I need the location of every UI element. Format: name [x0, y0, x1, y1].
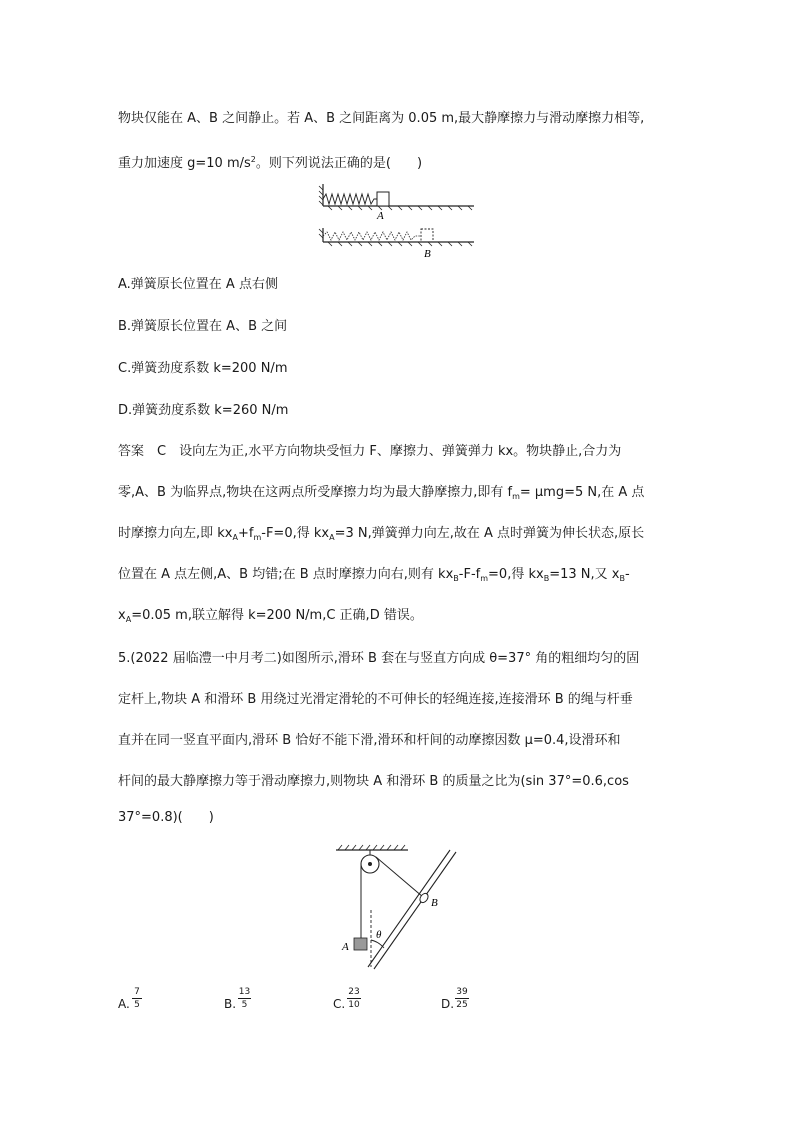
- q4-text-line-2: 重力加速度 g=10 $m/s^2$。则下列说法正确的是( ): [118, 155, 423, 171]
- answer-line-5: $x_A=0.05$ m,联立解得 k=200 N/m,C 正确,D 错误。: [118, 608, 423, 624]
- spring-block-figure: [318, 182, 478, 262]
- fig2-label-b: B: [431, 897, 438, 909]
- q5-option-c-fraction: 23 10: [348, 987, 360, 1010]
- answer-line-2: 零,A、B 为临界点,物块在这两点所受摩擦力均为最大静摩擦力,即有 $f_m= \mu mg=5$ N,在 A 点: [118, 485, 645, 501]
- pulley-rod-figure: [330, 842, 470, 972]
- answer-line-1: 答案 C 设向左为正,水平方向物块受恒力 F、摩擦力、弹簧弹力 kx。物块静止,合力为: [118, 444, 622, 459]
- answer-line-4: 位置在 A 点左侧,A、B 均错;在 B 点时摩擦力向右,则有 $kx_B-F-f_m=0$,得 $kx_B=13$ N,又 $x_B-$: [118, 567, 630, 583]
- q5-option-c-label: C.: [333, 997, 346, 1011]
- q4-text-line-1: 物块仅能在 A、B 之间静止。若 A、B 之间距离为 0.05 m,最大静摩擦力与滑动摩擦力相等,: [118, 111, 645, 126]
- q5-line-1: 5.(2022 届临澧一中月考二)如图所示,滑环 B 套在与竖直方向成 θ=37° 角的粗细均匀的固: [118, 651, 640, 666]
- q5-option-b-label: B.: [224, 997, 237, 1011]
- q5-option-a-label: A.: [118, 997, 130, 1011]
- q5-option-d-label: D.: [441, 997, 455, 1011]
- q5-line-2: 定杆上,物块 A 和滑环 B 用绕过光滑定滑轮的不可伸长的轻绳连接,连接滑环 B 的绳与杆垂: [118, 692, 633, 707]
- fig2-label-a: A: [342, 941, 349, 953]
- q4-option-c: C.弹簧劲度系数 k=200 N/m: [118, 361, 288, 376]
- q5-option-d-fraction: 39 25: [456, 987, 468, 1010]
- q5-option-b-fraction: 13 5: [238, 987, 251, 1010]
- q4-option-d: D.弹簧劲度系数 k=260 N/m: [118, 403, 289, 418]
- answer-line-3: 时摩擦力向左,即 $kx_A+f_m-F=0$,得 $kx_A=3$ N,弹簧弹力向左,故在 A 点时弹簧为伸长状态,原长: [118, 526, 645, 542]
- q5-option-a-fraction: 7 5: [132, 987, 142, 1010]
- q4-option-a: A.弹簧原长位置在 A 点右侧: [118, 277, 278, 292]
- q5-line-4: 杆间的最大静摩擦力等于滑动摩擦力,则物块 A 和滑环 B 的质量之比为(sin 37°=0.6,cos: [118, 774, 629, 789]
- fig1-label-b: B: [424, 248, 431, 260]
- fig1-label-a: A: [377, 210, 384, 222]
- q5-line-3: 直并在同一竖直平面内,滑环 B 恰好不能下滑,滑环和杆间的动摩擦因数 μ=0.4,设滑环和: [118, 733, 621, 748]
- q5-line-5: 37°=0.8)( ): [118, 810, 214, 825]
- q4-option-b: B.弹簧原长位置在 A、B 之间: [118, 319, 288, 334]
- fig2-label-theta: θ: [376, 929, 382, 941]
